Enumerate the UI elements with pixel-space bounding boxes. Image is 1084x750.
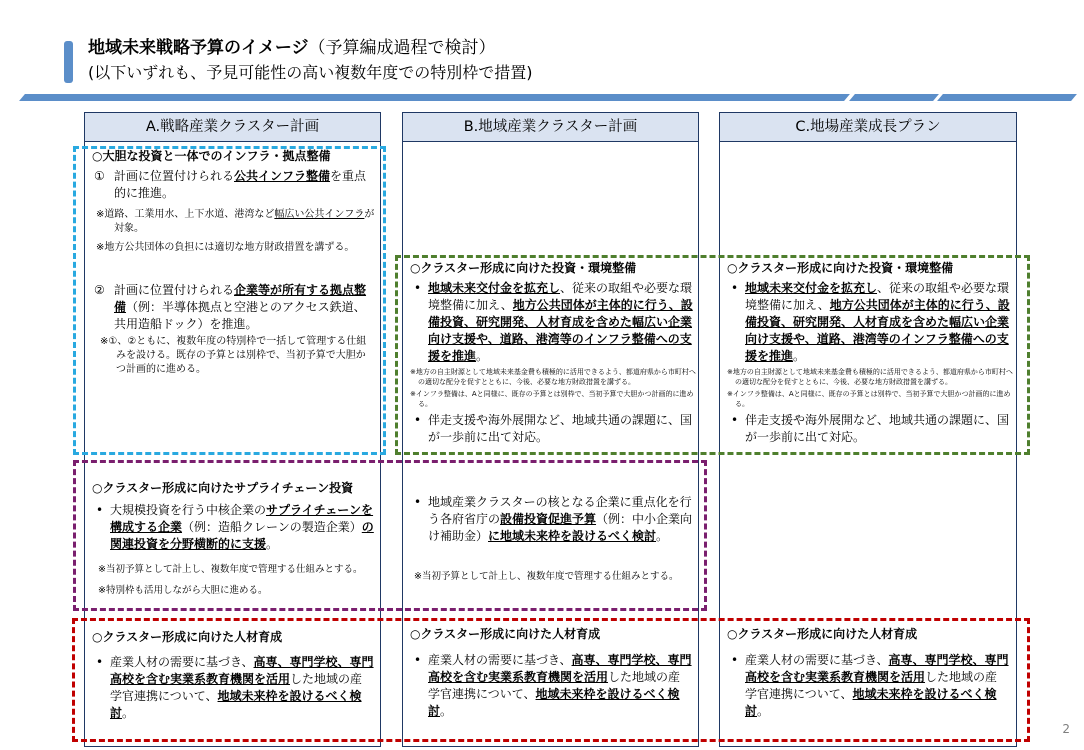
infra-note-3: ※①、②ともに、複数年度の特別枠で一括して管理する仕組みを設ける。既存の予算とは別枠で、当初予算で大胆かつ計画的に進める。 bbox=[100, 336, 367, 375]
supply-note-2: ※特別枠も活用しながら大胆に進める。 bbox=[98, 585, 268, 596]
regional-bullet-1: • 地域産業クラスターの核となる企業に重点化を行う各府省庁の設備投資促進予算（例：中小企業向け補助金）に地域未来枠を設けるべく検討。 bbox=[414, 495, 693, 543]
infra-heading: ○大胆な投資と一体でのインフラ・拠点整備 bbox=[92, 149, 331, 163]
talent-heading-c: ○クラスター形成に向けた人材育成 bbox=[727, 627, 918, 641]
invest-note-b-2: ※インフラ整備は、Aと同様に、既存の予算とは別枠で、当初予算で大胆かつ計画的に進める。 bbox=[410, 390, 694, 408]
talent-heading-b: ○クラスター形成に向けた人材育成 bbox=[410, 627, 601, 641]
page-subtitle: (以下いずれも、予見可能性の高い複数年度での特別枠で措置) bbox=[88, 63, 533, 82]
infra-note-2: ※地方公共団体の負担には適切な地方財政措置を講ずる。 bbox=[96, 242, 355, 253]
column-c-header: C.地場産業成長プラン bbox=[720, 113, 1016, 142]
title-accent-bar bbox=[64, 41, 73, 83]
page-number: 2 bbox=[1062, 722, 1070, 736]
title-rule-segment bbox=[849, 94, 939, 101]
talent-bullet-c: • 産業人材の需要に基づき、高専、専門学校、専門高校を含む実業系教育機関を活用した地域の産学官連携について、地域未来枠を設けるべく検討。 bbox=[731, 653, 1009, 718]
infra-note-1: ※道路、工業用水、上下水道、港湾など幅広い公共インフラが対象。 bbox=[96, 209, 375, 234]
column-a-header: A.戦略産業クラスター計画 bbox=[85, 113, 380, 142]
invest-heading-b: ○クラスター形成に向けた投資・環境整備 bbox=[410, 261, 637, 275]
column-b-header: B.地域産業クラスター計画 bbox=[403, 113, 698, 142]
infra-item-2: ② 計画に位置付けられる企業等が所有する拠点整備（例：半導体拠点と空港とのアクセス鉄道、共用造船ドック）を推進。 bbox=[94, 283, 367, 331]
talent-bullet-a: • 産業人材の需要に基づき、高専、専門学校、専門高校を含む実業系教育機関を活用した地域の産学官連携について、地域未来枠を設けるべく検討。 bbox=[96, 655, 374, 720]
supply-bullet-1: • 大規模投資を行う中核企業のサプライチェーンを構成する企業（例：造船クレーンの製造企業）の関連投資を分野横断的に支援。 bbox=[96, 503, 374, 551]
supply-note-1: ※当初予算として計上し、複数年度で管理する仕組みとする。 bbox=[98, 564, 363, 575]
invest-bullet-b-2: • 伴走支援や海外展開など、地域共通の課題に、国が一歩前に出て対応。 bbox=[414, 413, 693, 444]
supply-heading: ○クラスター形成に向けたサプライチェーン投資 bbox=[92, 481, 354, 495]
invest-note-b-1: ※地方の自主財源として地域未来基金費も積極的に活用できるよう、都道府県から市町村への適切な配分を促すとともに、今後、必要な地方財政措置を講ずる。 bbox=[410, 368, 696, 386]
invest-bullet-c-2: • 伴走支援や海外展開など、地域共通の課題に、国が一歩前に出て対応。 bbox=[731, 413, 1010, 444]
invest-bullet-c-1: • 地域未来交付金を拡充し、従来の取組や必要な環境整備に加え、地方公共団体が主体的に行う、設備投資、研究開発、人材育成を含めた幅広い企業向け支援や、道路、港湾等のインフラ整備への支援を推進。 bbox=[731, 281, 1010, 363]
invest-bullet-b-1: • 地域未来交付金を拡充し、従来の取組や必要な環境整備に加え、地方公共団体が主体的に行う、設備投資、研究開発、人材育成を含めた幅広い企業向け支援や、道路、港湾等のインフラ整備への支援を推進。 bbox=[414, 281, 693, 363]
infra-item-1: ① 計画に位置付けられる公共インフラ整備を重点的に推進。 bbox=[94, 169, 367, 200]
invest-note-c-1: ※地方の自主財源として地域未来基金費も積極的に活用できるよう、都道府県から市町村への適切な配分を促すとともに、今後、必要な地方財政措置を講ずる。 bbox=[727, 368, 1013, 386]
talent-bullet-b: • 産業人材の需要に基づき、高専、専門学校、専門高校を含む実業系教育機関を活用した地域の産学官連携について、地域未来枠を設けるべく検討。 bbox=[414, 653, 692, 718]
page-title: 地域未来戦略予算のイメージ（予算編成過程で検討） bbox=[88, 38, 496, 58]
title-rule-segment bbox=[937, 94, 1077, 101]
invest-heading-c: ○クラスター形成に向けた投資・環境整備 bbox=[727, 261, 954, 275]
talent-heading-a: ○クラスター形成に向けた人材育成 bbox=[92, 630, 283, 644]
regional-note-1: ※当初予算として計上し、複数年度で管理する仕組みとする。 bbox=[414, 571, 679, 582]
title-rule bbox=[19, 94, 850, 101]
invest-note-c-2: ※インフラ整備は、Aと同様に、既存の予算とは別枠で、当初予算で大胆かつ計画的に進める。 bbox=[727, 390, 1011, 408]
